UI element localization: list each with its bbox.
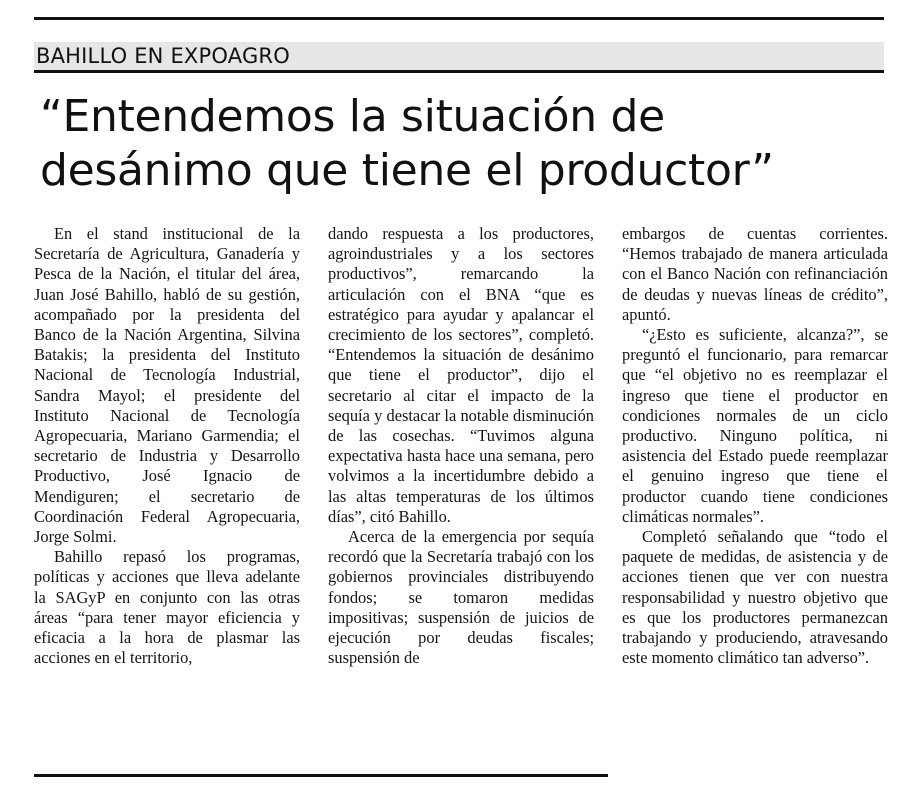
section-rule xyxy=(34,70,884,73)
paragraph: Completó señalando que “todo el paquete de medidas, de asistencia y de acciones tienen que ver con nuestra responsabilidad y nuestro objetivo que es que los productores permanezcan trabajando y produciendo, atravesando este momento climático tan adverso”. xyxy=(622,527,888,668)
paragraph: Bahillo repasó los programas, políticas y acciones que lleva adelante la SAGyP en conjunto con las otras áreas “para tener mayor eficiencia y eficacia a la hora de plasmar las acciones en el territorio, xyxy=(34,547,300,668)
paragraph: dando respuesta a los productores, agroindustriales y a los sectores productivos”, remarcando la articulación con el BNA “que es estratégico para ayudar y apalancar el crecimiento de los sectores”, completó. “Entendemos la situación de desánimo que tiene el productor”, dijo el secretario al citar el impacto de la sequía y destacar la notable disminución de las cosechas. “Tuvimos alguna expectativa hasta hace una semana, pero volvimos a la incertidumbre debido a las altas temperaturas de los últimos días”, citó Bahillo. xyxy=(328,224,594,526)
headline: “Entendemos la situación de desánimo que tiene el productor” xyxy=(40,91,774,196)
paragraph: Acerca de la emergencia por sequía recordó que la Secretaría trabajó con los gobiernos provinciales distribuyendo fondos; se tomaron medidas impositivas; suspensión de juicios de ejecución por deudas fiscales; suspensión de xyxy=(328,527,594,668)
paragraph: “¿Esto es suficiente, alcanza?”, se preguntó el funcionario, para remarcar que “el objetivo no es reemplazar el ingreso que tiene el productor en condiciones normales de un ciclo productivo. Ninguno política, ni asistencia del Estado puede reemplazar el genuino ingreso que tiene el productor cuando tiene condiciones climáticas normales”. xyxy=(622,325,888,526)
paragraph: embargos de cuentas corrientes. “Hemos trabajado de manera articulada con el Banco Nación con refinanciación de deudas y nuevas líneas de crédito”, apuntó. xyxy=(622,224,888,324)
top-rule xyxy=(34,17,884,20)
article-column-1 xyxy=(34,224,300,668)
section-label: BAHILLO EN EXPOAGRO xyxy=(36,44,290,68)
article-body xyxy=(34,224,886,764)
article-column-2 xyxy=(328,224,594,668)
article-column-3 xyxy=(622,224,888,668)
paragraph: En el stand institucional de la Secretaría de Agricultura, Ganadería y Pesca de la Nación, el titular del área, Juan José Bahillo, habló de su gestión, acompañado por la presidenta del Banco de la Nación Argentina, Silvina Batakis; la presidenta del Instituto Nacional de Tecnología Industrial, Sandra Mayol; el presidente del Instituto Nacional de Tecnología Agropecuaria, Mariano Garmendia; el secretario de Industria y Desarrollo Productivo, José Ignacio de Mendiguren; el secretario de Coordinación Federal Agropecuaria, Jorge Solmi. xyxy=(34,224,300,547)
bottom-rule xyxy=(34,774,608,777)
